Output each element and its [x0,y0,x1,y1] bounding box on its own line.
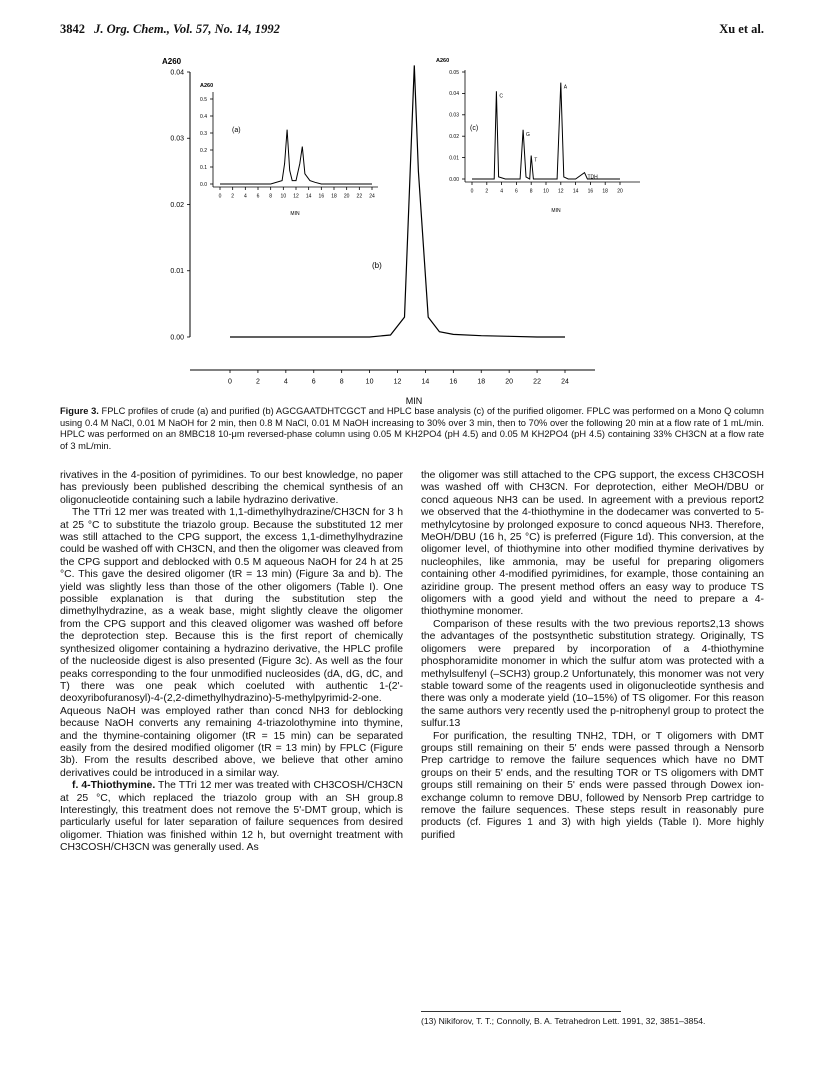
inset-a-x-tick-label: 16 [318,193,325,200]
inset-a-x-tick-label: 4 [243,193,247,200]
inset-c-x-tick-label: 12 [558,188,564,195]
panel-c-label: (c) [470,125,479,132]
inset-c-peak-label: T [534,157,538,164]
main-x-tick-label: 18 [477,378,486,386]
trace-c-line [472,83,620,179]
main-x-tick-label: 8 [339,378,344,386]
inset-a-y-tick-label: 0.3 [200,130,207,137]
inset-a-x-tick-label: 10 [280,193,287,200]
inset-c-y-tick-label: 0.00 [449,176,459,183]
inset-c-x-tick-label: 18 [602,188,608,195]
main-x-tick-label: 4 [283,378,288,386]
panel-a-inset [200,83,378,217]
inset-a-x-tick-label: 0 [218,193,222,200]
left-paragraph-1: rivatives in the 4-position of pyrimidines. To our best knowledge, no paper has previously been published describing the chemical synthesis of an oligonucleotide containing such a labile hydrazino derivative. [60,470,403,506]
inset-a-y-axis-label: A260 [200,83,214,89]
inset-a-x-tick-label: 12 [293,193,299,200]
figure-caption [60,406,764,452]
main-x-tick-label: 16 [449,378,458,386]
inset-a-x-tick-label: 14 [305,193,312,200]
inset-a-x-tick-label: 18 [331,193,337,200]
journal-citation: J. Org. Chem., Vol. 57, No. 14, 1992 [94,22,280,36]
running-authors: Xu et al. [719,22,764,36]
inset-c-x-tick-label: 20 [617,188,623,195]
main-x-axis-label: MIN [405,396,423,406]
page-number: 3842 [60,22,85,36]
left-paragraph-3-text: The TTri 12 mer was treated with CH3COSH/CH3CN at 25 °C, which replaced the triazolo group with an SH group.8 Interestingly, this treatment does not remove the 5'-DMT group, which is particularly useful for later separation of failure sequences from desired oligomer. Thiation was finished within 12 h, but overnight treatment with CH3COSH/CH3CN was generally used. As [60,780,403,854]
inset-a-y-tick-label: 0.5 [200,96,207,103]
trace-a-line [220,130,372,184]
caption-text: FPLC profiles of crude (a) and purified (b) AGCGAATDHTCGCT and HPLC base analysis (c) of the purified oligomer. FPLC was performed on a Mono Q column using 0.4 M NaCl, 0.01 M NaOH for 2 min, then 0.8 M NaCl, 0.01 M NaOH increasing to 30% over 3 min, then to 70% over the following 20 min at a flow rate of 1 mL/min. HPLC was performed on an 8MBC18 10-μm reversed-phase column using 0.05 M KH2PO4 (pH 4.5) and 0.05 M KH2PO4 (pH 4.5) containing 33% CH3CN at a flow rate of 3 mL/min. [60,406,764,451]
body-column-left [60,470,403,855]
left-paragraph-2: The TTri 12 mer was treated with 1,1-dimethylhydrazine/CH3CN for 3 h at 25 °C to substitute the triazolo group. Because the substituted 12 mer was still attached to the CPG support, the excess 1,1-dimethylhydrazine could be washed off with CH3CN, and then the oligomer was cleaved from the CPG support and deblocked with 0.5 M aqueous NaOH for 24 h at 25 °C. This gave the desired oligomer (tR = 13 min) (Figure 3a and b). The yield was slightly less than those of the other oligomers (Table I). One possible explanation is that during the substitution step the dimethylhydrazine, as a weak base, might slightly cleave the oligomer from the CPG support and this cleaved oligomer was washed off before the deprotection step. Because this is the first report of chemically synthesized oligomer containing a hydrazino derivative, the HPLC profile of the nucleoside digest is also presented (Figure 3c). As well as the four peaks corresponding to the four unmodified nucleosides (dA, dG, dC, and T) there was one peak which coeluted with authentic 1-(2'-deoxyribofuranosyl)-4-(2,2-dimethylhydrazino)-5-methylpyrimid-2-one. Aqueous NaOH was employed rather than concd NH3 for deblocking because NaOH converts any remaining 4-triazolothymine into thymine, and the thymine-containing oligomer (tR = 15 min) can be separated easily from the desired modified oligomer (tR = 13 min) by FPLC (Figure 3b). From the results described above, we believe that other amino derivatives could be introduced in a similar way. [60,507,403,779]
main-x-tick-label: 12 [393,378,402,386]
panel-b-plot [162,57,595,406]
inset-c-x-tick-label: 4 [500,188,503,195]
panel-b-label: (b) [372,261,382,270]
inset-c-x-tick-label: 16 [587,188,594,195]
panel-a-label: (a) [232,127,241,134]
inset-a-x-tick-label: 6 [256,193,260,200]
panel-c-inset [436,58,640,214]
inset-a-x-tick-label: 24 [369,193,375,200]
inset-c-x-tick-label: 10 [543,188,549,195]
right-paragraph-2: Comparison of these results with the two previous reports2,13 shows the advantages of the postsynthetic substitution strategy. Originally, TS oligomers were prepared by incorporation of a 4-thiothymine phosphoramidite monomer in which the sulfur atom was protected with a methylsulfenyl (–SCH3) group.2 Unfortunately, this monomer was not very stable toward some of the reagents used in oligonucleotide synthesis and there was only a moderate yield (10–15%) of TS oligomer. For this reason the same authors very recently used the p-nitrophenyl group to protect the sulfur.13 [421,618,764,730]
inset-a-y-tick-label: 0.1 [200,164,207,171]
inset-c-peak-label: TDH [587,174,598,181]
main-y-tick-label: 0.04 [170,69,184,77]
inset-c-peak-label: C [499,93,504,100]
inset-c-x-axis-label: MIN [551,208,561,214]
inset-c-x-tick-label: 0 [470,188,474,195]
main-x-tick-label: 14 [421,378,430,386]
inset-c-y-tick-label: 0.02 [449,133,459,140]
right-paragraph-1: the oligomer was still attached to the CPG support, the excess CH3COSH was washed off with CH3CN. For deprotection, either MeOH/DBU or concd aqueous NH3 can be used. In agreement with a previous report2 we observed that the 4-thiothymine in the dodecamer was converted to 5-methylcytosine by prolonged exposure to concd aqueous NH3. Therefore, MeOH/DBU (16 h, 25 °C) is preferred (Figure 1d). This conversion, at the oligomer level, of thiothymine into other modified thymine derivatives by nucleophiles, like ammonia, may be useful for preparing oligomers containing other 4-modified pyrimidines, for example, those containing an aziridine group. The present method offers an easy way to produce TS oligomers with a good yield and without the need to prepare a 4-thiothymine monomer. [421,470,764,618]
inset-c-y-axis-label: A260 [436,58,450,64]
page-header [60,22,764,42]
inset-c-peak-label: G [526,131,530,138]
caption-label: Figure 3. [60,406,99,416]
left-paragraph-3 [60,780,403,854]
inset-c-x-tick-label: 6 [515,188,518,195]
inset-a-y-tick-label: 0.2 [200,147,207,154]
inset-a-x-axis-label: MIN [290,211,300,217]
main-y-tick-label: 0.00 [170,334,184,342]
main-y-axis-label: A260 [162,57,182,66]
main-x-tick-label: 20 [505,378,514,386]
main-x-tick-label: 24 [561,378,569,386]
inset-a-y-tick-label: 0.4 [200,113,207,120]
footnote-rule [421,1011,621,1012]
inset-c-x-tick-label: 2 [485,188,489,195]
right-paragraph-3: For purification, the resulting TNH2, TDH, or T oligomers with DMT groups still remaining on their 5' ends were passed through a Nensorb Prep cartridge to remove the failure sequences which have no DMT groups on their 5' ends, and the resulting TOR or TS oligomers with DMT groups still remaining on their 5' ends were passed through Dowex ion-exchange column to remove DBU, followed by Nensorb Prep cartridge to remove the failure sequences. These steps result in reasonably pure products (cf. Figures 1 and 3) with high yields (Table I). More highly purified [421,730,764,841]
section-subhead-thiothymine: f. 4-Thiothymine. [72,780,156,792]
figure-3-chromatograms [140,52,680,406]
inset-c-y-tick-label: 0.04 [449,91,459,98]
body-column-right [421,470,764,842]
inset-c-y-tick-label: 0.03 [449,112,459,119]
main-y-tick-label: 0.01 [170,268,184,276]
inset-a-x-tick-label: 8 [269,193,273,200]
inset-c-peak-label: A [563,84,568,91]
inset-a-y-tick-label: 0.0 [200,181,207,188]
inset-a-x-tick-label: 22 [356,193,363,200]
inset-c-y-tick-label: 0.01 [449,155,459,162]
inset-c-y-tick-label: 0.05 [449,69,459,76]
main-x-tick-label: 6 [311,378,316,386]
main-x-tick-label: 22 [533,378,541,386]
inset-a-x-tick-label: 20 [343,193,350,200]
main-x-tick-label: 0 [228,378,232,386]
footnote-text: (13) Nikiforov, T. T.; Connolly, B. A. Tetrahedron Lett. 1991, 32, 3851–3854. [421,1016,706,1026]
inset-c-x-tick-label: 8 [529,188,533,195]
inset-a-x-tick-label: 2 [231,193,235,200]
main-x-tick-label: 2 [255,378,260,386]
main-y-tick-label: 0.02 [170,201,184,209]
main-y-tick-label: 0.03 [170,135,184,143]
footnote [421,1011,764,1027]
trace-b-line [230,65,565,337]
main-x-tick-label: 10 [365,378,374,386]
inset-c-x-tick-label: 14 [572,188,579,195]
